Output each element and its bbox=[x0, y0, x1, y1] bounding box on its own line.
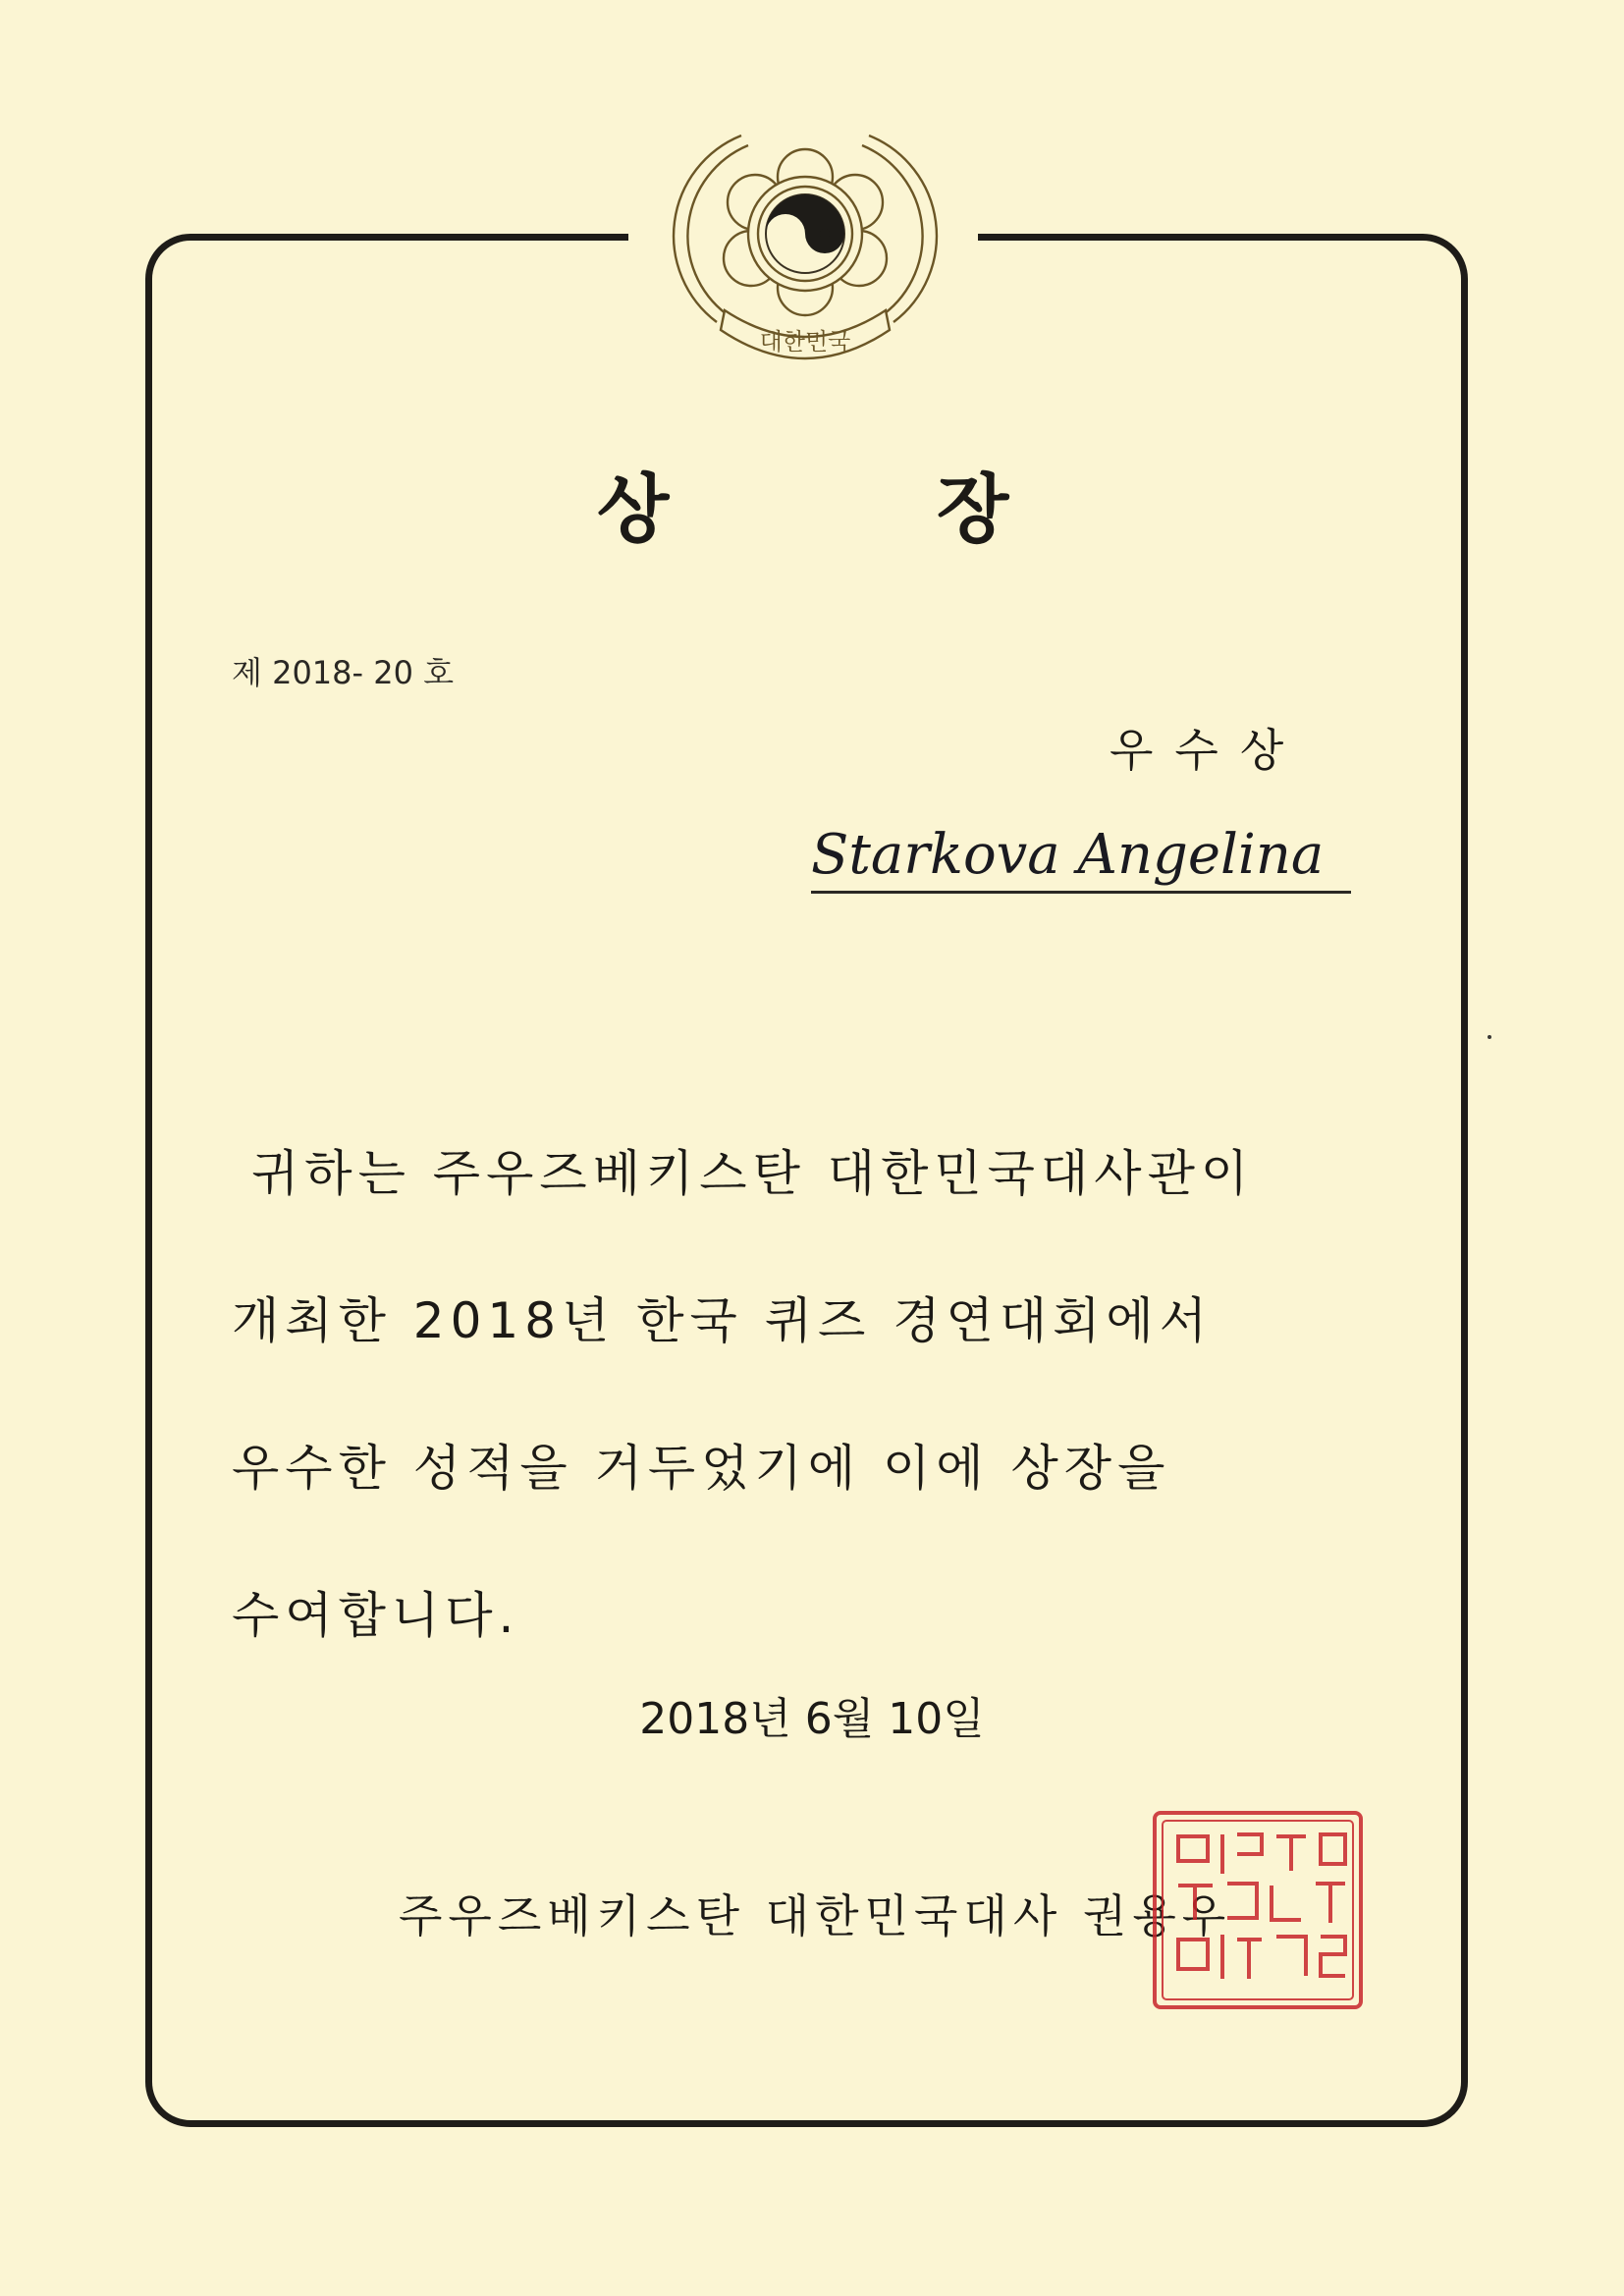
official-red-seal-icon bbox=[1149, 1807, 1367, 2013]
certificate-body bbox=[232, 1145, 1390, 1738]
title-char-1: 상 bbox=[597, 465, 670, 553]
body-line-3: 우수한 성적을 거두었기에 이에 상장을 bbox=[232, 1440, 1171, 1497]
body-line-4: 수여합니다. bbox=[232, 1587, 520, 1644]
title-char-2: 장 bbox=[937, 465, 1009, 553]
issuer-signature-line: 주우즈베키스탄 대한민국대사 권용우 bbox=[399, 1889, 1232, 1942]
award-name: 우수상 bbox=[1110, 724, 1306, 777]
issue-date: 2018년 6월 10일 bbox=[639, 1694, 985, 1744]
korea-national-emblem-icon bbox=[658, 96, 952, 391]
emblem-ribbon-text: 대한민국 bbox=[759, 328, 851, 355]
document-number: 제 2018- 20 호 bbox=[232, 654, 455, 691]
recipient-name: Starkova Angelina bbox=[811, 823, 1325, 887]
body-line-2: 개최한 2018년 한국 퀴즈 경연대회에서 bbox=[232, 1292, 1214, 1349]
stray-ink-dot bbox=[1488, 1035, 1491, 1039]
recipient-underline bbox=[811, 891, 1351, 894]
body-line-1: 귀하는 주우즈베키스탄 대한민국대사관이 bbox=[251, 1145, 1255, 1202]
